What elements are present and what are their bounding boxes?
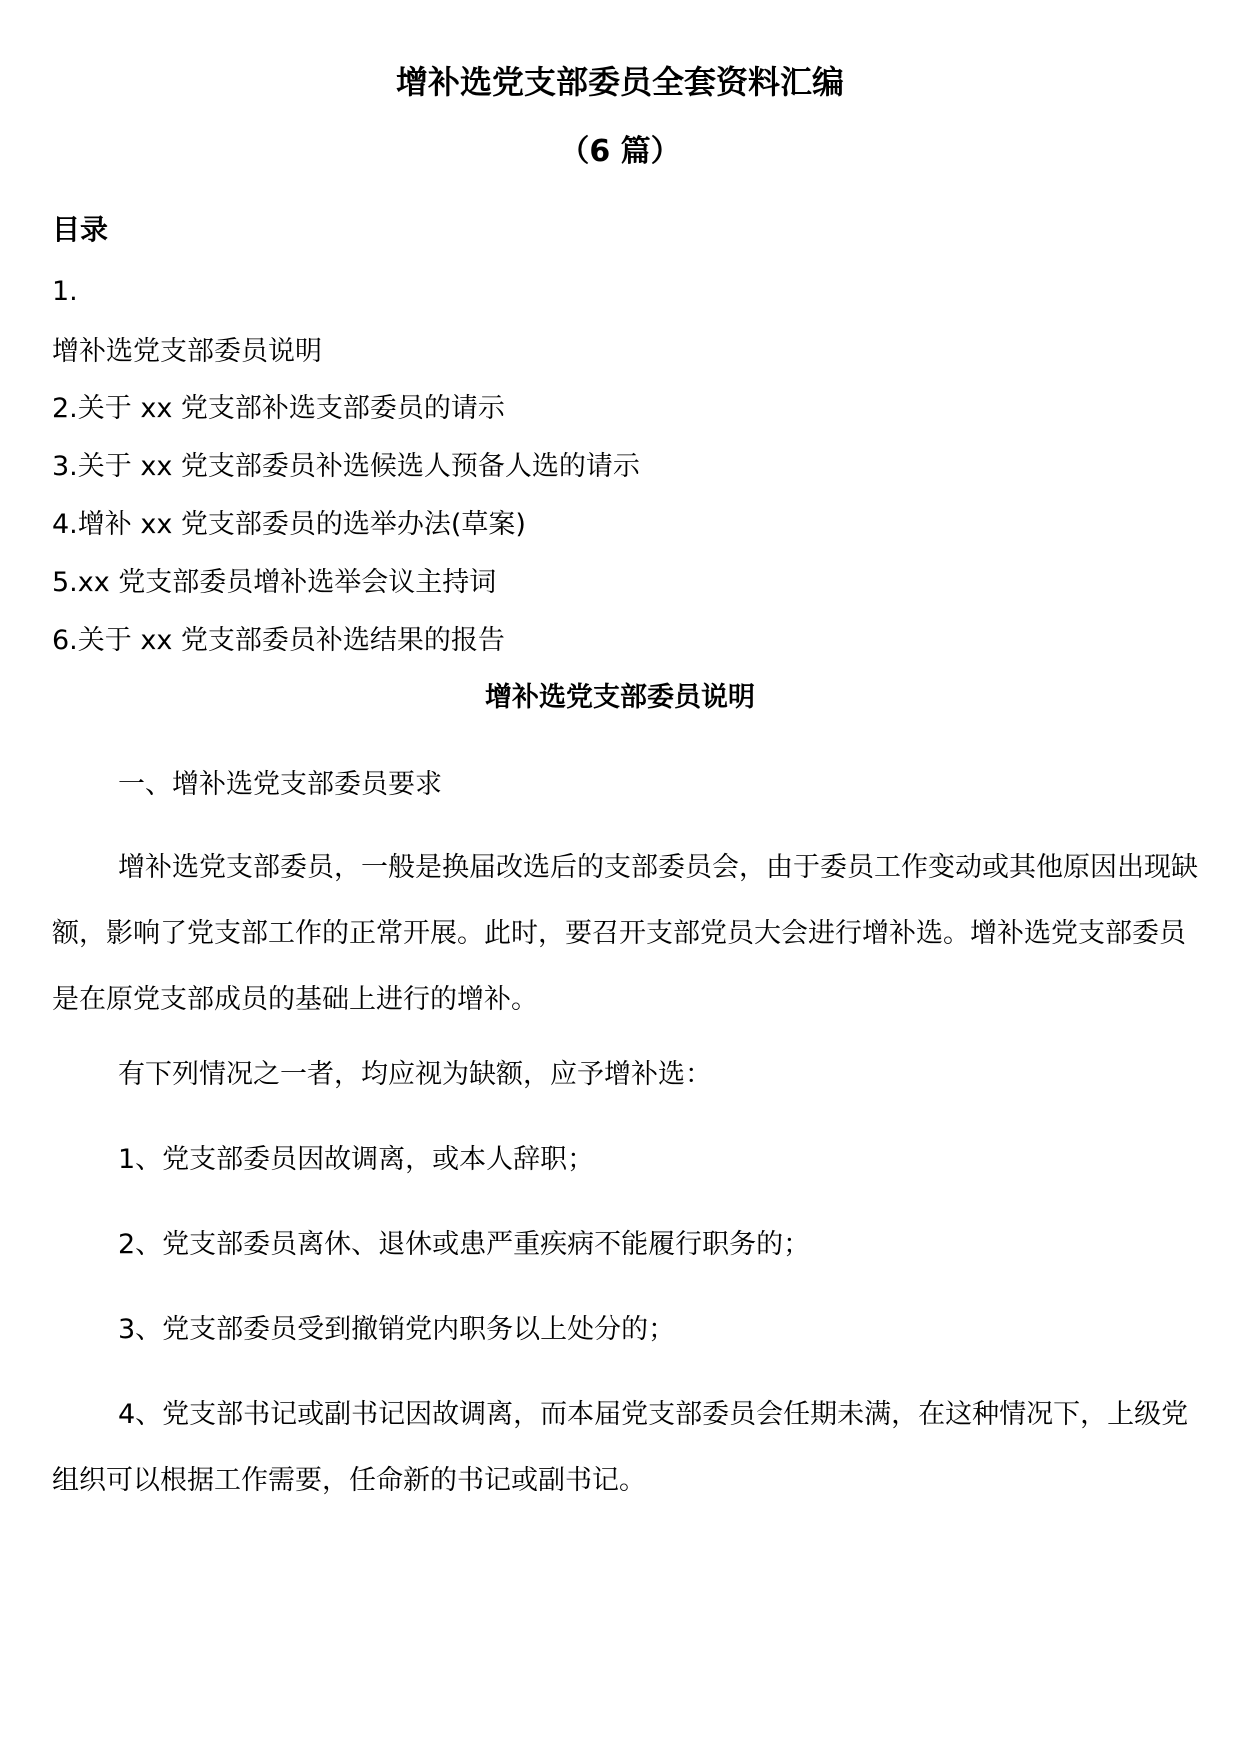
toc-item: 1. [52, 276, 78, 307]
condition-item: 2、党支部委员离休、退休或患严重疾病不能履行职务的； [118, 1229, 811, 1260]
toc-item: 2.关于 xx 党支部补选支部委员的请示 [52, 393, 505, 424]
toc-heading: 目录 [52, 213, 109, 246]
condition-item: 1、党支部委员因故调离，或本人辞职； [118, 1144, 595, 1175]
toc-item: 增补选党支部委员说明 [52, 336, 322, 367]
document-subtitle: （6 篇） [559, 134, 681, 169]
toc-item: 5.xx 党支部委员增补选举会议主持词 [52, 567, 497, 598]
section-subheading: 一、增补选党支部委员要求 [118, 769, 442, 800]
paragraph: 有下列情况之一者，均应视为缺额，应予增补选： [118, 1059, 712, 1090]
document-title: 增补选党支部委员全套资料汇编 [395, 63, 844, 101]
toc-item: 4.增补 xx 党支部委员的选举办法(草案) [52, 509, 526, 540]
toc-item: 3.关于 xx 党支部委员补选候选人预备人选的请示 [52, 451, 640, 482]
paragraph: 增补选党支部委员，一般是换届改选后的支部委员会，由于委员工作变动或其他原因出现缺额，影响了党支部工作的正常开展。此时，要召开支部党员大会进行增补选。增补选党支部委员是在原党支部成员的基础上进行的增补。 [52, 852, 1198, 1015]
condition-item: 4、党支部书记或副书记因故调离，而本届党支部委员会任期未满，在这种情况下，上级党组织可以根据工作需要，任命新的书记或副书记。 [52, 1399, 1189, 1496]
section-title: 增补选党支部委员说明 [485, 682, 755, 713]
condition-item: 3、党支部委员受到撤销党内职务以上处分的； [118, 1314, 676, 1345]
toc-item: 6.关于 xx 党支部委员补选结果的报告 [52, 625, 505, 656]
